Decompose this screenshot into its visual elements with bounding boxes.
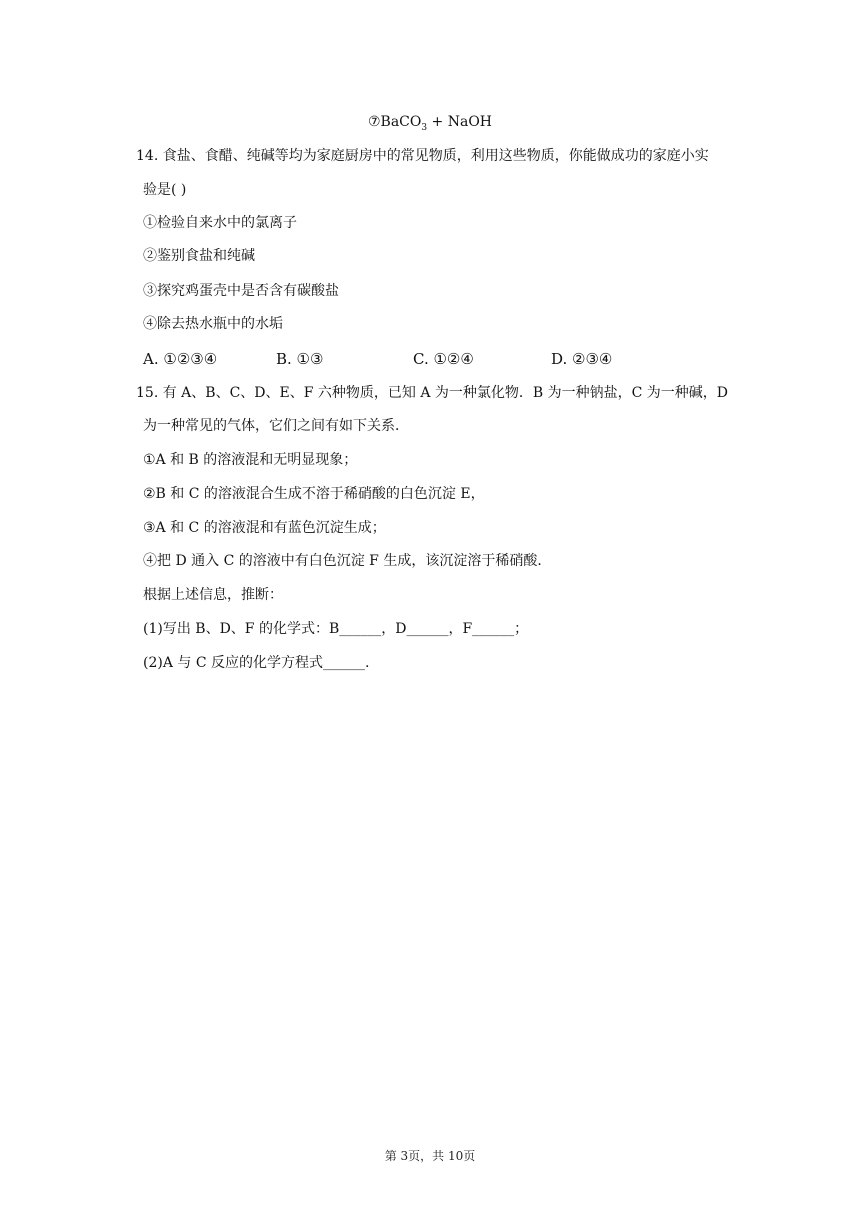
formula-prefix: ⑦BaCO xyxy=(367,114,422,130)
q14-option-b: B. ①③ xyxy=(276,350,324,368)
formula-suffix: + NaOH xyxy=(427,114,493,130)
q15-stem-line2: 为一种常见的气体，它们之间有如下关系． xyxy=(143,418,409,434)
q14-item-4: ④除去热水瓶中的水垢 xyxy=(143,316,283,332)
formula-subscript: 3 xyxy=(421,122,428,133)
page-footer: 第 3页，共 10页 xyxy=(384,1149,476,1163)
q15-intro: 根据上述信息，推断： xyxy=(143,587,283,603)
q14-option-a: A. ①②③④ xyxy=(143,350,218,368)
q15-item-3: ③A 和 C 的溶液混和有蓝色沉淀生成； xyxy=(143,520,386,536)
q14-item-3: ③探究鸡蛋壳中是否含有碳酸盐 xyxy=(143,283,339,299)
q14-stem-line2: 验是( ) xyxy=(143,182,187,198)
q15-item-4: ④把 D 通入 C 的溶液中有白色沉淀 F 生成，该沉淀溶于稀硝酸． xyxy=(143,553,552,569)
q15-item-1: ①A 和 B 的溶液混和无明显现象； xyxy=(143,452,358,468)
q15-subquestion-2: (2)A 与 C 反应的化学方程式______. xyxy=(143,655,370,671)
q14-item-2: ②鉴别食盐和纯碱 xyxy=(143,248,255,264)
q15-item-2: ②B 和 C 的溶液混合生成不溶于稀硝酸的白色沉淀 E， xyxy=(143,486,485,502)
q15-subquestion-1: (1)写出 B、D、F 的化学式：B______，D______，F______； xyxy=(143,621,529,637)
q14-option-c: C. ①②④ xyxy=(413,350,474,368)
q14-option-d: D. ②③④ xyxy=(551,350,613,368)
q14-stem-line1: 14. 食盐、食醋、纯碱等均为家庭厨房中的常见物质，利用这些物质，你能做成功的家庭小实 xyxy=(136,148,709,164)
q15-stem-line1: 15. 有 A、B、C、D、E、F 六种物质，已知 A 为一种氯化物．B 为一种钠盐，C 为一种碱，D xyxy=(136,385,729,401)
formula-line xyxy=(0,112,860,138)
q14-item-1: ①检验自来水中的氯离子 xyxy=(143,215,297,231)
